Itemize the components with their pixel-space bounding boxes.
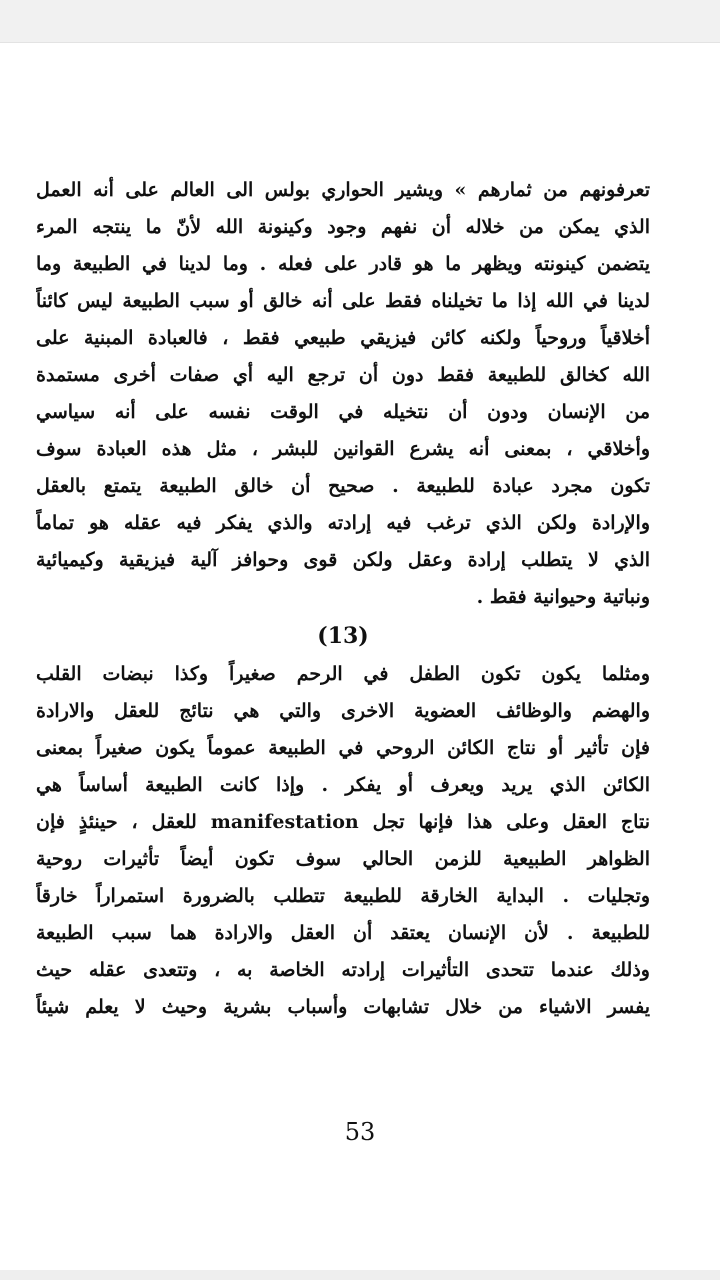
paragraph-2 [36,656,650,1026]
text-line: وتجليات . البداية الخارقة للطبيعة تتطلب بالضرورة استمراراً خارقاً [36,885,650,907]
bottom-bar [0,1270,720,1280]
text-line: الظواهر الطبيعية للزمن الحالي سوف تكون أيضاً تأثيرات روحية [36,848,650,870]
text-line: يفسر الاشياء من خلال تشابهات وأسباب بشرية وحيث لا يعلم شيئاً [36,996,650,1018]
section-number: (13) [317,623,369,649]
text-line: ونباتية وحيوانية فقط . [476,586,650,608]
text-line: والإرادة ولكن الذي ترغب فيه إرادته والذي يفكر فيه عقله هو تماماً [36,512,650,534]
text-line: يتضمن كينونته ويظهر ما هو قادر على فعله . وما لدينا في الطبيعة وما [36,253,650,275]
text-line: وأخلاقي ، بمعنى أنه يشرع القوانين للبشر ، مثل هذه العبادة سوف [36,438,650,460]
text-line: تعرفونهم من ثمارهم » ويشير الحواري بولس الى العالم على أنه العمل [36,179,650,201]
text-line: للطبيعة . لأن الإنسان يعتقد أن العقل والارادة هما سبب الطبيعة [36,922,650,944]
text-line: من الإنسان ودون أن نتخيله في الوقت نفسه على أنه سياسي [36,401,650,423]
book-page [36,172,650,1026]
text-line: الله كخالق للطبيعة فقط دون أن ترجع اليه أي صفات أخرى مستمدة [36,364,650,386]
text-line: فإن تأثير أو نتاج الكائن الروحي في الطبيعة عموماً يكون صغيراً بمعنى [36,737,650,759]
text-line: الذي يمكن من خلاله أن نفهم وجود وكينونة الله لأنّ ما ينتجه المرء [36,216,650,238]
text-line: الذي لا يتطلب إرادة وعقل ولكن قوى وحوافز آلية فيزيقية وكيميائية [36,549,650,571]
text-line: والهضم والوظائف العضوية الاخرى والتي هي نتائج للعقل والارادة [36,700,650,722]
page-number: 53 [344,1118,376,1146]
text-line: نتاج العقل وعلى هذا فإنها تجل manifestation للعقل ، حينئذٍ فإن [36,811,650,833]
text-line: ومثلما يكون تكون الطفل في الرحم صغيراً وكذا نبضات القلب [36,663,650,685]
top-status-bar [0,0,720,43]
paragraph-1 [36,172,650,616]
text-line: تكون مجرد عبادة للطبيعة . صحيح أن خالق الطبيعة يتمتع بالعقل [36,475,650,497]
text-line: وذلك عندما تتحدى التأثيرات إرادته الخاصة به ، وتتعدى عقله حيث [36,959,650,981]
text-line: الكائن الذي يريد ويعرف أو يفكر . وإذا كانت الطبيعة أساساً هي [36,774,650,796]
text-line: لدينا في الله إذا ما تخيلناه فقط على أنه خالق أو سبب الطبيعة ليس كائناً [36,290,650,312]
text-line: أخلاقياً وروحياً ولكنه كائن فيزيقي طبيعي فقط ، فالعبادة المبنية على [36,327,650,349]
